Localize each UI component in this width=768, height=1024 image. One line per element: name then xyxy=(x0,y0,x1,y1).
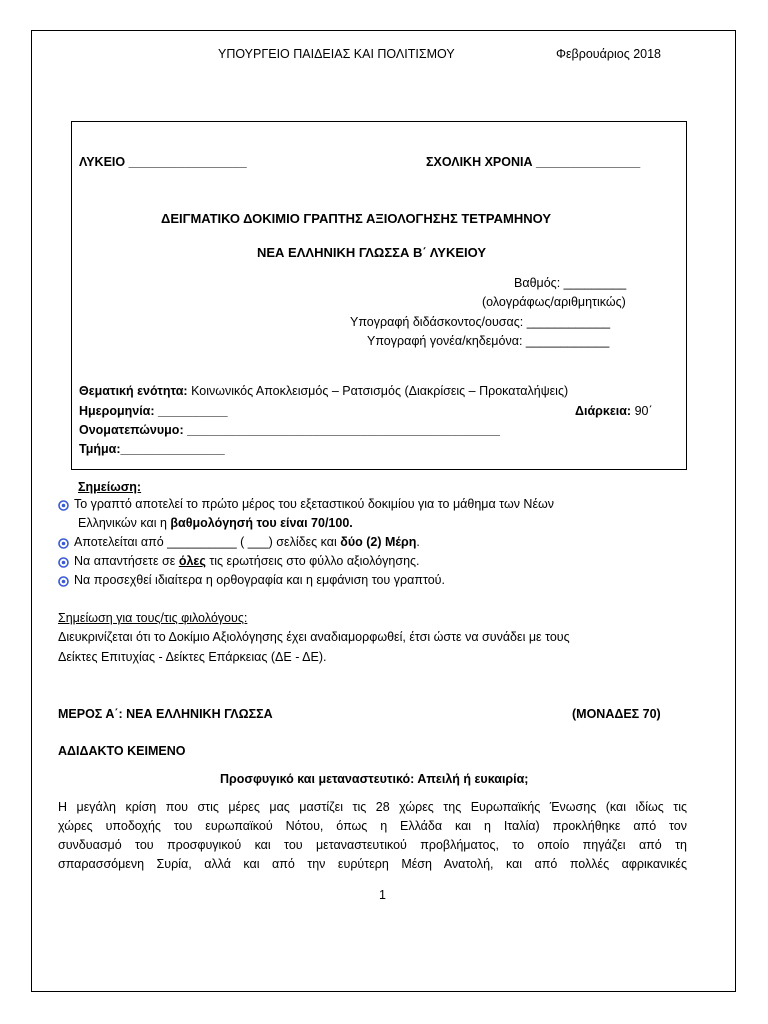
subject-title: ΝΕΑ ΕΛΛΗΝΙΚΗ ΓΛΩΣΣΑ Β΄ ΛΥΚΕΙΟΥ xyxy=(257,245,487,260)
topic-label: Θεματική ενότητα: xyxy=(79,384,188,398)
topic-value: Κοινωνικός Αποκλεισμός – Ρατσισμός (Διακρίσεις – Προκαταλήψεις) xyxy=(191,384,569,398)
duration-value: 90΄ xyxy=(634,404,653,418)
philologists-note-line-2: Δείκτες Επιτυχίας - Δείκτες Επάρκειας (ΔΕ - ΔΕ). xyxy=(58,650,327,664)
text-title: Προσφυγικό και μεταναστευτικό: Απειλή ή ευκαιρία; xyxy=(220,772,529,786)
paragraph-line-1: Η μεγάλη κρίση που στις μέρες μας μαστίζει τις 28 χώρες της Ευρωπαϊκής Ένωσης (και ιδίως τις xyxy=(58,800,687,814)
note-item-2-end: . xyxy=(416,535,420,549)
swirl-bullet-icon xyxy=(58,576,69,587)
name-field: Ονοματεπώνυμο: _____________________________________________ xyxy=(79,423,500,437)
note-item-1: Το γραπτό αποτελεί το πρώτο μέρος του εξεταστικού δοκιμίου για το μάθημα των Νέων xyxy=(74,497,555,511)
topic-line xyxy=(79,384,568,398)
exam-title: ΔΕΙΓΜΑΤΙΚΟ ΔΟΚΙΜΙΟ ΓΡΑΠΤΗΣ ΑΞΙΟΛΟΓΗΣΗΣ ΤΕΤΡΑΜΗΝΟΥ xyxy=(161,211,552,226)
grade-hint: (ολογράφως/αριθμητικώς) xyxy=(482,295,626,309)
parent-signature-field: Υπογραφή γονέα/κηδεμόνα: ____________ xyxy=(367,334,610,348)
school-year-field: ΣΧΟΛΙΚΗ ΧΡΟΝΙΑ _______________ xyxy=(426,155,641,169)
swirl-bullet-icon xyxy=(58,557,69,568)
part-a-title: ΜΕΡΟΣ Α΄: ΝΕΑ ΕΛΛΗΝΙΚΗ ΓΛΩΣΣΑ xyxy=(58,707,273,721)
note-item-3 xyxy=(74,554,420,568)
note-item-4: Να προσεχθεί ιδιαίτερα η ορθογραφία και η εμφάνιση του γραπτού. xyxy=(74,573,445,587)
note-item-1-grade: βαθμολόγησή του είναι 70/100. xyxy=(170,516,353,530)
swirl-bullet-icon xyxy=(58,538,69,549)
unseen-text-heading: ΑΔΙΔΑΚΤΟ ΚΕΙΜΕΝΟ xyxy=(58,744,186,758)
page-number: 1 xyxy=(379,888,386,902)
note-item-3-rest: τις ερωτήσεις στο φύλλο αξιολόγησης. xyxy=(209,554,420,568)
lyceum-field: ΛΥΚΕΙΟ _________________ xyxy=(79,155,247,169)
header-date: Φεβρουάριος 2018 xyxy=(556,47,662,61)
paragraph-line-3: συνδυασμό του προσφυγικού και του μεταναστευτικού προβλήματος, το οποίο πηγάζει από τη xyxy=(58,838,687,852)
swirl-bullet-icon xyxy=(58,500,69,511)
philologists-note-title: Σημείωση για τους/τις φιλολόγους: xyxy=(58,611,248,625)
duration-line xyxy=(575,404,653,418)
paragraph-line-4: σπαρασσόμενη Συρία, αλλά και από την ευρύτερη Μέση Ανατολή, και από πολλές αφρικανικές xyxy=(58,857,687,871)
note-item-2 xyxy=(74,535,420,549)
note-item-2-text: Αποτελείται από __________ ( ___) σελίδες και xyxy=(74,535,337,549)
date-field: Ημερομηνία: __________ xyxy=(79,404,228,418)
part-a-points: (ΜΟΝΑΔΕΣ 70) xyxy=(572,707,661,721)
notes-title: Σημείωση: xyxy=(78,480,142,494)
paragraph-line-2: χώρες υποδοχής του ευρωπαϊκού Νότου, όπως η Ελλάδα και η Ιταλία) προκλήθηκε από τον xyxy=(58,819,687,833)
note-item-2-parts: δύο (2) Μέρη xyxy=(340,535,417,549)
note-item-1-cont xyxy=(78,516,353,530)
note-item-3-emphasis: όλες xyxy=(178,554,206,568)
class-field: Τμήμα:_______________ xyxy=(79,442,225,456)
ministry-header: ΥΠΟΥΡΓΕΙΟ ΠΑΙΔΕΙΑΣ ΚΑΙ ΠΟΛΙΤΙΣΜΟΥ xyxy=(218,47,455,61)
philologists-note-line-1: Διευκρινίζεται ότι το Δοκίμιο Αξιολόγησης έχει αναδιαμορφωθεί, έτσι ώστε να συνάδει με τους xyxy=(58,630,570,644)
text-paragraph xyxy=(58,798,687,874)
teacher-signature-field: Υπογραφή διδάσκοντος/ουσας: ____________ xyxy=(350,315,611,329)
note-item-1-text: Ελληνικών και η xyxy=(78,516,167,530)
grade-field: Βαθμός: _________ xyxy=(514,276,627,290)
note-item-3-text: Να απαντήσετε σε xyxy=(74,554,176,568)
duration-label: Διάρκεια: xyxy=(575,404,632,418)
